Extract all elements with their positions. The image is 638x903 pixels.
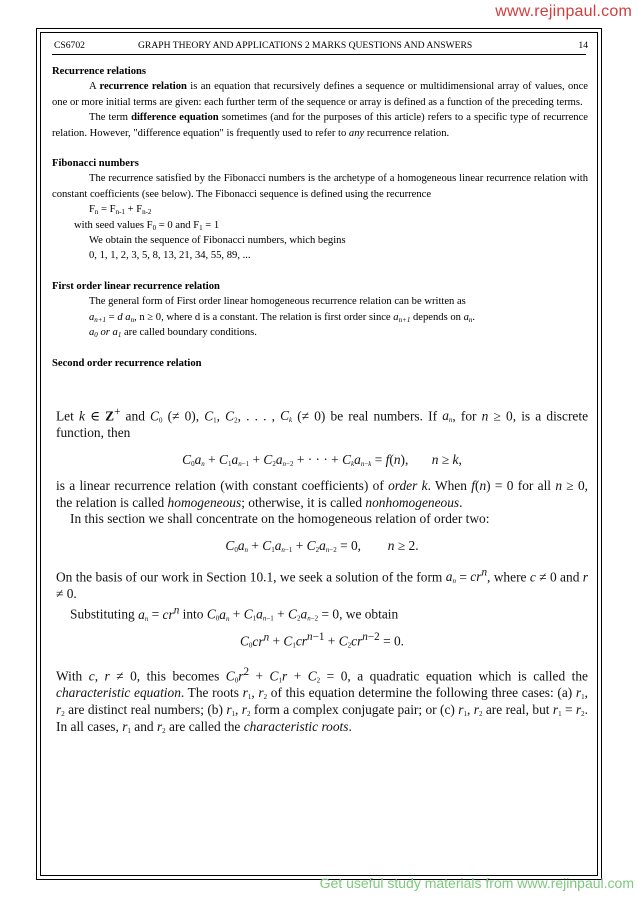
second-order-heading: Second order recurrence relation xyxy=(52,357,202,369)
substitution-equation: $C_0cr^n + C_1cr^{n-1} + C_2cr^{n-2} = 0$. xyxy=(239,631,405,650)
document-body xyxy=(52,64,588,371)
fibonacci-seed-values: with seed values $F_0 = 0$ and $F_1 = 1$ xyxy=(74,219,220,232)
second-order-paragraph-2: is a linear recurrence relation (with constant coefficients) of order k. When f(n) = 0 for all n ≥ 0, the relation is called homogeneous; otherwise, it is called nonhomogeneous. xyxy=(56,478,588,510)
fibonacci-paragraph: The recurrence satisfied by the Fibonacci numbers is the archetype of a homogeneous linear recurrence relation with constant coefficients (see below). The Fibonacci sequence is defined using the recurrence xyxy=(52,173,588,200)
recurrence-paragraph-1: A recurrence relation is an equation that recursively defines a sequence or multidimensional array of values, once one or more initial terms are given: each further term of the sequence or array is defined as a function of the preceding terms. xyxy=(52,81,588,108)
header-title: GRAPH THEORY AND APPLICATIONS 2 MARKS QUESTIONS AND ANSWERS xyxy=(138,40,473,51)
order-two-equation: $C_0a_n + C_1a_{n-1} + C_2a_{n-2} = 0$, n ≥ 2. xyxy=(225,538,419,555)
header-rule xyxy=(52,54,586,55)
page-number: 14 xyxy=(578,40,588,51)
first-order-boundary: $a_0$ or $a_1$ are called boundary conditions. xyxy=(89,327,257,340)
first-order-paragraph-1: The general form of First order linear homogeneous recurrence relation can be written as xyxy=(89,296,466,308)
course-code: CS6702 xyxy=(54,40,85,51)
recurrence-heading: Recurrence relations xyxy=(52,66,147,77)
fibonacci-sequence: 0, 1, 1, 2, 3, 5, 8, 13, 21, 34, 55, 89, ... xyxy=(89,250,251,262)
fibonacci-equation: $F_n = F_{n-1} + F_{n-2}$ xyxy=(89,204,152,217)
fibonacci-heading: Fibonacci numbers xyxy=(52,158,139,170)
second-order-paragraph-4: On the basis of our work in Section 10.1, we seek a solution of the form $a_n = cr^n$, where c ≠ 0 and r ≠ 0. xyxy=(56,566,588,601)
scanned-textbook-excerpt xyxy=(56,404,588,735)
second-order-paragraph-1: Let k ∈ Z+ and $C_0$ (≠ 0), $C_1$, $C_2$, . . . , $C_k$ (≠ 0) be real numbers. If $a_n$, for n ≥ 0, is a discrete function, then xyxy=(56,406,589,441)
watermark-bottom[interactable]: Get useful study materials from www.rejinpaul.com xyxy=(319,875,634,891)
second-order-paragraph-5: Substituting $a_n = cr^n$ into $C_0a_n + C_1a_{n-1} + C_2a_{n-2} = 0$, we obtain xyxy=(70,604,399,623)
fibonacci-sequence-intro: We obtain the sequence of Fibonacci numbers, which begins xyxy=(89,235,346,247)
general-recurrence-equation: $C_0a_n + C_1a_{n-1} + C_2a_{n-2}$ + · · · + $C_ka_{n-k} = f(n)$, n ≥ k, xyxy=(182,451,462,468)
first-order-heading: First order linear recurrence relation xyxy=(52,280,220,292)
first-order-equation: $a_{n+1} = d$ $a_n$, n ≥ 0, where d is a constant. The relation is first order since $a_{n+1}$ depends on $a_n$. xyxy=(89,311,476,324)
second-order-paragraph-6: With c, r ≠ 0, this becomes $C_0r^2 + C_1r + C_2 = 0$, a quadratic equation which is called the characteristic equation. The roots $r_1$, $r_2$ of this equation determine the following three cases: (a) $r_1$, $r_2$ are distinct real numbers; (b) $r_1$, $r_2$ form a complex conjugate pair; or (c) $r_1$, $r_2$ are real, but $r_1 = r_2$. In all cases, $r_1$ and $r_2$ are called the characteristic roots. xyxy=(56,666,589,735)
recurrence-paragraph-2: The term difference equation sometimes (and for the purposes of this article) refers to a specific type of recurrence relation. However, "difference equation" is frequently used to refer to any recurrence relation. xyxy=(52,112,588,139)
second-order-paragraph-3: In this section we shall concentrate on the homogeneous relation of order two: xyxy=(70,511,490,527)
watermark-top[interactable]: www.rejinpaul.com xyxy=(495,3,632,20)
